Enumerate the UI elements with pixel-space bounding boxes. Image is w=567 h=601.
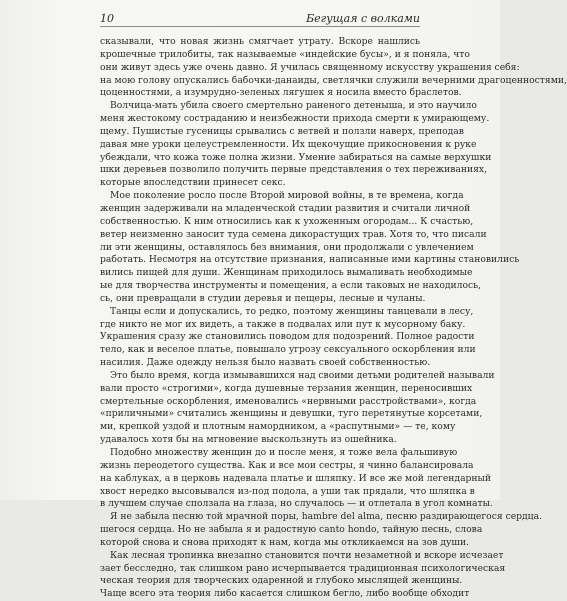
text-line: шки деревьев позволило получить первые представления о тех переживаниях, <box>100 164 487 176</box>
text-line: цоценностями, а изумрудно-зеленых лягушек я носила вместо браслетов. <box>100 87 462 99</box>
text-line: в лучшем случае сползала на глаза, но случалось — и отлетала в угол комнаты. <box>100 498 493 510</box>
running-head <box>100 12 420 27</box>
text-line: шегося сердца. Но не забыла я и радостную canto hondo, тайную песнь, слова <box>100 524 483 536</box>
text-line: хвост нередко высовывался из-под подола, а уши так прядали, что шляпка в <box>100 485 475 497</box>
text-line: Я не забыла песню той мрачной поры, hambre del alma, песню раздирающегося сердца. <box>110 511 542 523</box>
text-line: собственностью. К ним относились как к ухоженным огородам... К счастью, <box>100 215 474 227</box>
text-line: насилия. Даже одежду нельзя было назвать своей собственностью. <box>100 357 431 369</box>
text-line: крошечные трилобиты, так называемые «индейские бусы», и я поняла, что <box>100 48 470 60</box>
text-line: где никто не мог их видеть, а также в подвалах или пут к мусорному баку. <box>100 318 466 330</box>
text-line: Танцы если и допускались, то редко, поэтому женщины танцевали в лесу, <box>110 305 474 317</box>
text-line: вали просто «строгими», когда душевные терзания женщин, переносивших <box>100 382 473 394</box>
text-line: меня жестокому состраданию и неизбежности прихода смерти к умирающему. <box>100 113 490 125</box>
text-line: ческая теория для творческих одаренной и глубоко мыслящей женщины. <box>100 575 463 587</box>
text-line: женщин задерживали на младенческой стадии развития и считали личной <box>100 202 471 214</box>
text-line: тело, как и веселое платье, повышало угрозу сексуального оскорбления или <box>100 344 476 356</box>
text-line: Украшения сразу же становились поводом для подозрений. Полное радости <box>100 331 475 343</box>
text-line: сь, они превращали в студии деревья и пещеры, лесные и чуланы. <box>100 292 426 304</box>
text-line: которой снова и снова приходят к нам, когда мы откликаемся на зов души. <box>100 536 469 548</box>
running-title: Бегущая с волками <box>306 12 420 25</box>
text-line: ые для творчества инструменты и помещения, а если таковых не находилось, <box>100 280 482 292</box>
text-line: Это было время, когда измывавшихся над своими детьми родителей называли <box>110 369 495 381</box>
text-line: ветер неизменно заносит туда семена дикорастущих трав. Хотя то, что писали <box>100 228 487 240</box>
text-line: Как лесная тропинка внезапно становится почти незаметной и вскоре исчезает <box>110 549 504 561</box>
text-line: «приличными» считались женщины и девушки, туго перетянутые корсетами, <box>100 408 483 420</box>
text-line: удавалось хотя бы на мгновение выскользнуть из ошейника. <box>100 434 397 446</box>
text-line: смертельные оскорбления, именовались «нервными расстройствами», когда <box>100 395 477 407</box>
text-line: Мое поколение росло после Второй мировой войны, в те времена, когда <box>110 190 464 202</box>
text-line: жизнь переодетого существа. Как и все мои сестры, я чинно балансировала <box>100 459 474 471</box>
text-line: сказывали, что новая жизнь смягчает утрату. Вскоре нашлись <box>100 36 420 47</box>
text-line: которые впоследствии принесет секс. <box>100 177 286 189</box>
text-line: вились пищей для души. Женщинам приходилось вымаливать необходимые <box>100 267 473 279</box>
text-line: зает бесследно, так слишком рано исчерпывается традиционная психологическая <box>100 562 506 574</box>
text-line: ли эти женщины, оставлялось без внимания, они продолжали с увлечением <box>100 241 474 253</box>
text-line: на каблуках, а в церковь надевала платье и шляпку. И все же мой легендарный <box>100 472 491 484</box>
text-line: они живут здесь уже очень давно. Я училась священному искусству украшения себя: <box>100 61 520 73</box>
text-line: ми, крепкой уздой и плотным намордником, а «распутными» — те, кому <box>100 421 456 433</box>
page-number: 10 <box>100 12 114 25</box>
text-line: Волчица-мать убила своего смертельно раненого детеныша, и это научило <box>110 100 477 112</box>
text-line: работать. Несмотря на отсутствие признания, написанные ими картины становились <box>100 254 520 266</box>
body-text <box>100 36 567 601</box>
text-line: давая мне уроки целеустремленности. Их щекочущие прикосновения к руке <box>100 138 477 150</box>
text-line: Подобно множеству женщин до и после меня, я тоже вела фальшивую <box>110 447 458 458</box>
text-line: убеждали, что кожа тоже полна жизни. Умение забираться на самые верхушки <box>100 151 492 163</box>
text-line: Чаще всего эта теория либо касается слишком бегло, либо вообще обходит <box>100 588 470 600</box>
text-line: щему. Пушистые гусеницы срывались с ветвей и ползли наверх, преподав <box>100 125 464 137</box>
text-line: на мою голову опускались бабочки-данаиды, светлячки служили вечерними драгоценностями, <box>100 74 567 86</box>
